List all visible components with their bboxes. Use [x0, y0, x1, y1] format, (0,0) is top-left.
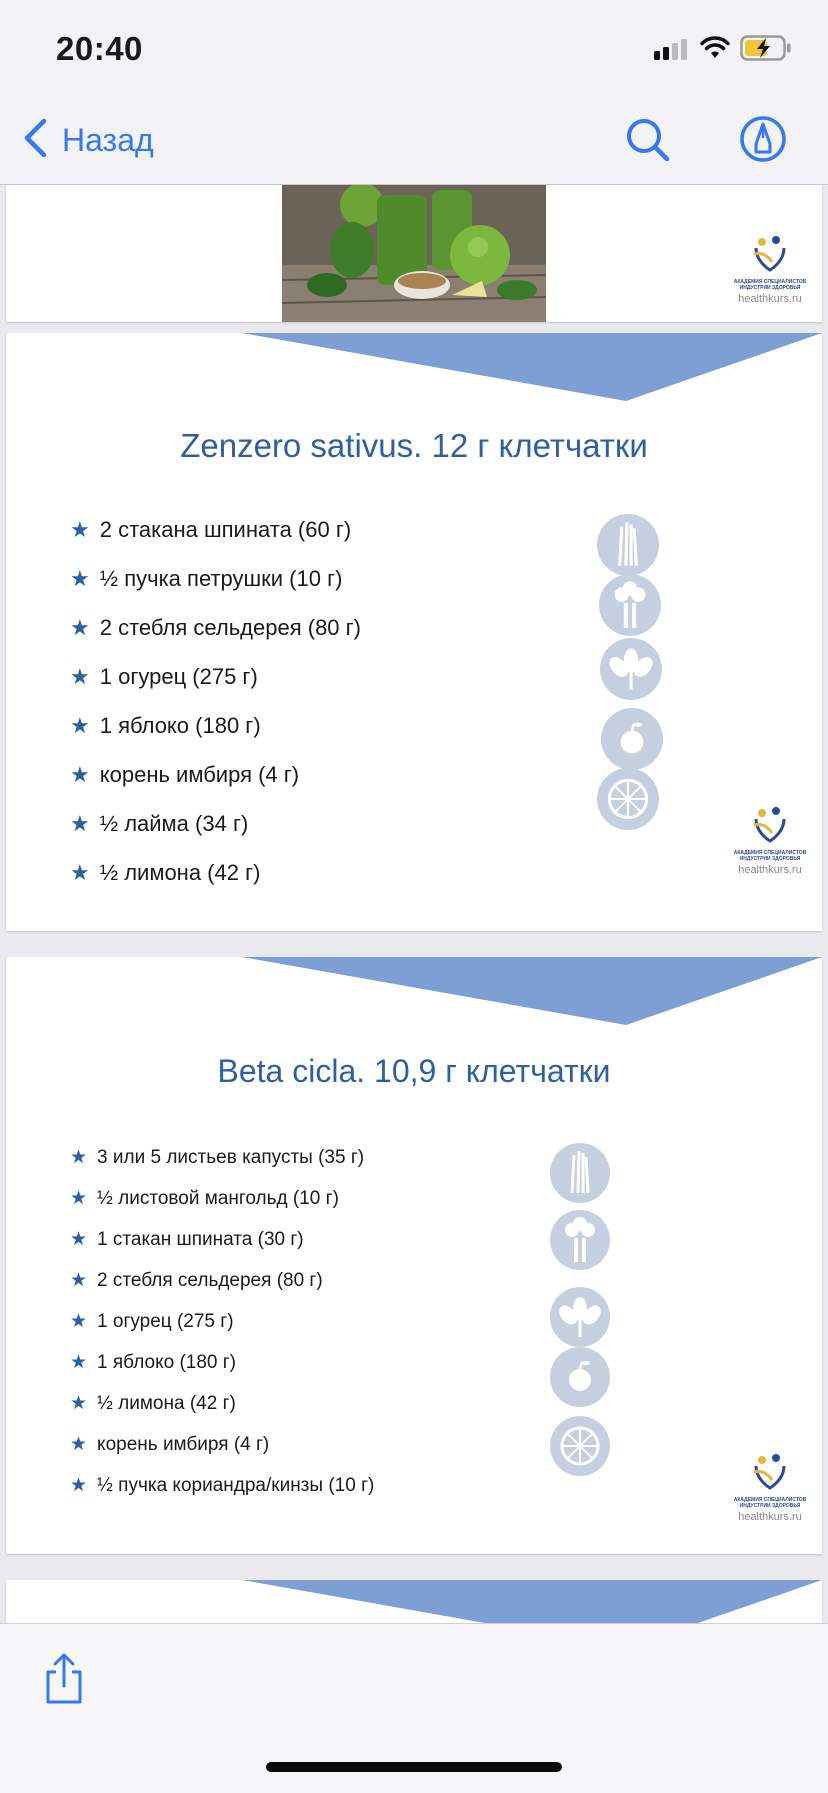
back-button[interactable] [22, 118, 154, 163]
list-item: ★ 1 огурец (275 г) [70, 1310, 234, 1332]
slide-beta-cicla [6, 957, 822, 1554]
list-item: ★ корень имбиря (4 г) [70, 761, 300, 787]
navigation-bar [0, 100, 828, 185]
green-smoothie-photo [282, 185, 546, 322]
wifi-icon [700, 36, 730, 65]
list-item: ★ ½ пучка петрушки (10 г) [70, 565, 343, 591]
list-item: ★ ½ пучка кориандра/кинзы (10 г) [70, 1474, 375, 1496]
status-bar [0, 0, 828, 100]
star-bullet-icon: ★ [70, 810, 90, 836]
academy-logo [728, 805, 812, 876]
spinach-icon [600, 638, 662, 700]
apple-icon [550, 1347, 610, 1407]
academy-logo [728, 1452, 812, 1523]
logo-caption: АКАДЕМИЯ СПЕЦИАЛИСТОВ ИНДУСТРИИ ЗДОРОВЬЯ [733, 850, 807, 862]
home-indicator [266, 1762, 562, 1772]
markup-pen-icon [738, 151, 788, 168]
spinach-icon [550, 1287, 610, 1347]
star-bullet-icon: ★ [70, 761, 90, 787]
star-bullet-icon: ★ [70, 712, 90, 738]
academy-logo [728, 234, 812, 305]
battery-charging-icon [740, 34, 792, 67]
ingredient-list [70, 505, 361, 897]
slide-title: Beta cicla. 10,9 г клетчатки [217, 1053, 611, 1089]
logo-site: healthkurs.ru [738, 864, 802, 876]
ingredient-list [70, 1137, 374, 1506]
citrus-slice-icon [550, 1416, 610, 1476]
star-bullet-icon: ★ [70, 663, 90, 689]
star-bullet-icon: ★ [70, 1311, 88, 1332]
list-item: ★ ½ лайма (34 г) [70, 810, 249, 836]
status-time: 20:40 [56, 30, 143, 67]
slide-next-partial [6, 1580, 822, 1623]
star-bullet-icon: ★ [70, 516, 90, 542]
lemongrass-icon [597, 514, 659, 576]
slide-title: Zenzero sativus. 12 г клетчатки [180, 427, 648, 464]
star-bullet-icon: ★ [70, 1393, 88, 1414]
star-bullet-icon: ★ [70, 1229, 88, 1250]
logo-site: healthkurs.ru [738, 1511, 802, 1523]
search-icon [624, 151, 672, 168]
list-item: ★ ½ лимона (42 г) [70, 859, 261, 885]
star-bullet-icon: ★ [70, 859, 90, 885]
markup-button[interactable] [738, 114, 788, 169]
lemongrass-icon [550, 1143, 610, 1203]
header-wedge [242, 333, 822, 401]
star-bullet-icon: ★ [70, 1147, 88, 1168]
logo-caption: АКАДЕМИЯ СПЕЦИАЛИСТОВ ИНДУСТРИИ ЗДОРОВЬЯ [733, 1497, 807, 1509]
star-bullet-icon: ★ [70, 614, 90, 640]
list-item: ★ 1 яблоко (180 г) [70, 1351, 237, 1373]
logo-caption: АКАДЕМИЯ СПЕЦИАЛИСТОВ ИНДУСТРИИ ЗДОРОВЬЯ [733, 279, 807, 291]
document-pages[interactable] [0, 185, 828, 1623]
list-item: ★ 1 стакан шпината (30 г) [70, 1228, 304, 1250]
share-button[interactable] [42, 1652, 86, 1711]
list-item: ★ 1 огурец (275 г) [70, 663, 258, 689]
list-item: ★ 2 стебля сельдерея (80 г) [70, 1269, 323, 1291]
chevron-left-icon [22, 118, 48, 163]
cellular-signal-icon [654, 38, 690, 65]
list-item: ★ 2 стебля сельдерея (80 г) [70, 614, 362, 640]
list-item: ★ ½ листовой мангольд (10 г) [70, 1187, 339, 1209]
celery-icon [599, 574, 661, 636]
logo-site: healthkurs.ru [738, 293, 802, 305]
share-icon [42, 1693, 86, 1710]
citrus-slice-icon [597, 768, 659, 830]
star-bullet-icon: ★ [70, 1475, 88, 1496]
star-bullet-icon: ★ [70, 1270, 88, 1291]
slide-zenzero [6, 333, 822, 931]
star-bullet-icon: ★ [70, 1188, 88, 1209]
slide-preview [6, 185, 822, 322]
list-item: ★ 2 стакана шпината (60 г) [70, 516, 352, 542]
star-bullet-icon: ★ [70, 1434, 88, 1455]
celery-icon [550, 1210, 610, 1270]
star-bullet-icon: ★ [70, 1352, 88, 1373]
header-wedge [242, 957, 822, 1025]
list-item: ★ 1 яблоко (180 г) [70, 712, 261, 738]
list-item: ★ 3 или 5 листьев капусты (35 г) [70, 1146, 365, 1168]
search-button[interactable] [624, 116, 672, 169]
list-item: ★ ½ лимона (42 г) [70, 1392, 236, 1414]
back-button-label: Назад [62, 122, 154, 158]
header-wedge [242, 1580, 822, 1623]
list-item: ★ корень имбиря (4 г) [70, 1433, 270, 1455]
apple-icon [601, 708, 663, 770]
star-bullet-icon: ★ [70, 565, 90, 591]
